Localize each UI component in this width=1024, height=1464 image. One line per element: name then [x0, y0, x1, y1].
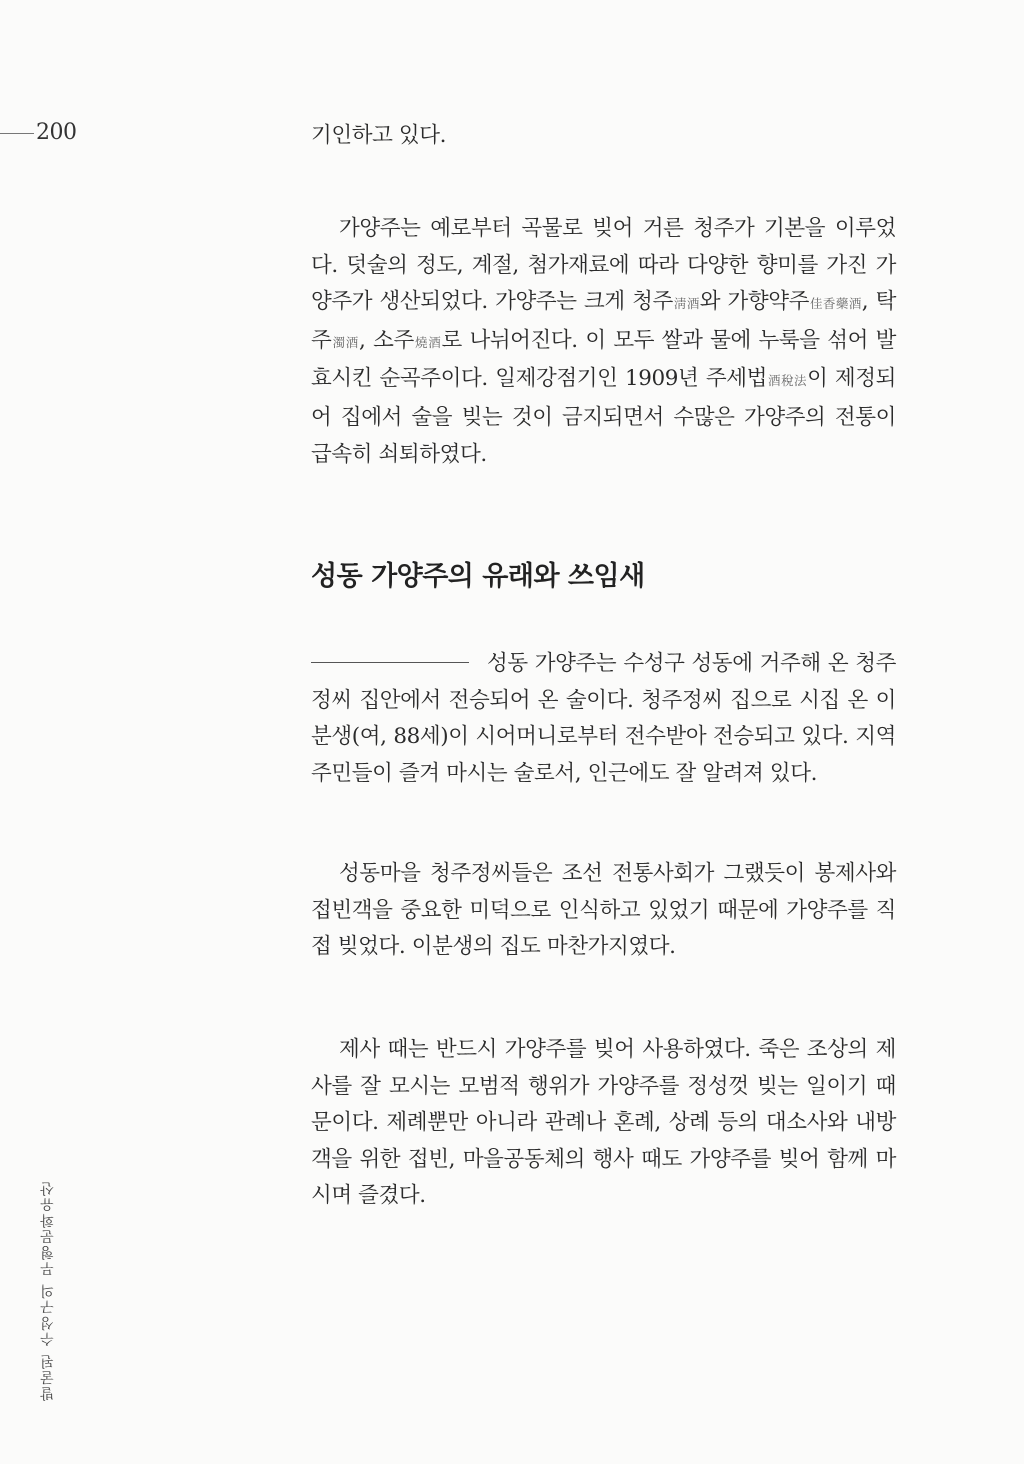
paragraph-gayangju-intro: [311, 211, 896, 473]
text-run: 이 제정되어 집에서 술을 빚는 것이 금지되면서 수많은 가양주의 전통이 급속히 쇠퇴하였다.: [311, 366, 896, 467]
text-run: 로 나뉘어진다. 이 모두 쌀과 물에 누룩을 섞어 발효시킨 순곡주이다. 일제강점기인 1909년 주세법: [311, 327, 896, 392]
hanja-annotation: 酒稅法: [767, 373, 808, 389]
page-number-rule: [0, 133, 34, 134]
text-run: 가양주는 예로부터 곡물로 빚어 거른 청주가 기본을 이루었다. 덧술의 정도, 계절, 첨가재료에 따라 다양한 향미를 가진 가양주가 생산되었다. 가양주는 크게 청주: [311, 216, 896, 315]
hanja-annotation: 濁酒: [331, 334, 359, 350]
hanja-annotation: 燒酒: [413, 334, 442, 350]
paragraph-continuation: 기인하고 있다.: [311, 123, 447, 148]
page-number: 200: [36, 120, 77, 145]
hanja-annotation: 淸酒: [672, 296, 700, 312]
running-title: 발굴된 수성구의 무형문화유산: [40, 1180, 56, 1401]
section-heading: 성동 가양주의 유래와 쓰임새: [311, 561, 645, 592]
text-run: 성동 가양주는 수성구 성동에 거주해 온 청주정씨 집안에서 전승되어 온 술이다. 청주정씨 집으로 시집 온 이분생(여, 88세)이 시어머니로부터 전수받아 전승되고 있다. 지역 주민들이 즐겨 마시는 술로서, 인근에도 잘 알려져 있다.: [311, 651, 896, 786]
hanja-annotation: 佳香藥酒: [809, 296, 862, 312]
text-run: , 탁주: [311, 289, 896, 353]
text-run: , 소주: [359, 327, 414, 353]
paragraph-origin: [311, 646, 896, 792]
lead-rule: [311, 662, 469, 663]
paragraph-ancestral-rites: 제사 때는 반드시 가양주를 빚어 사용하였다. 죽은 조상의 제사를 잘 모시는 모범적 행위가 가양주를 정성껏 빚는 일이기 때문이다. 제례뿐만 아니라 관례나 혼례, 상례 등의 대소사와 내방객을 위한 접빈, 마을공동체의 행사 때도 가양주를 빚어 함께 마시며 즐겼다.: [311, 1037, 896, 1209]
paragraph-hospitality: 성동마을 청주정씨들은 조선 전통사회가 그랬듯이 봉제사와 접빈객을 중요한 미덕으로 인식하고 있었기 때문에 가양주를 직접 빚었다. 이분생의 집도 마찬가지였다.: [311, 861, 896, 960]
text-run: 와 가향약주: [699, 289, 810, 315]
